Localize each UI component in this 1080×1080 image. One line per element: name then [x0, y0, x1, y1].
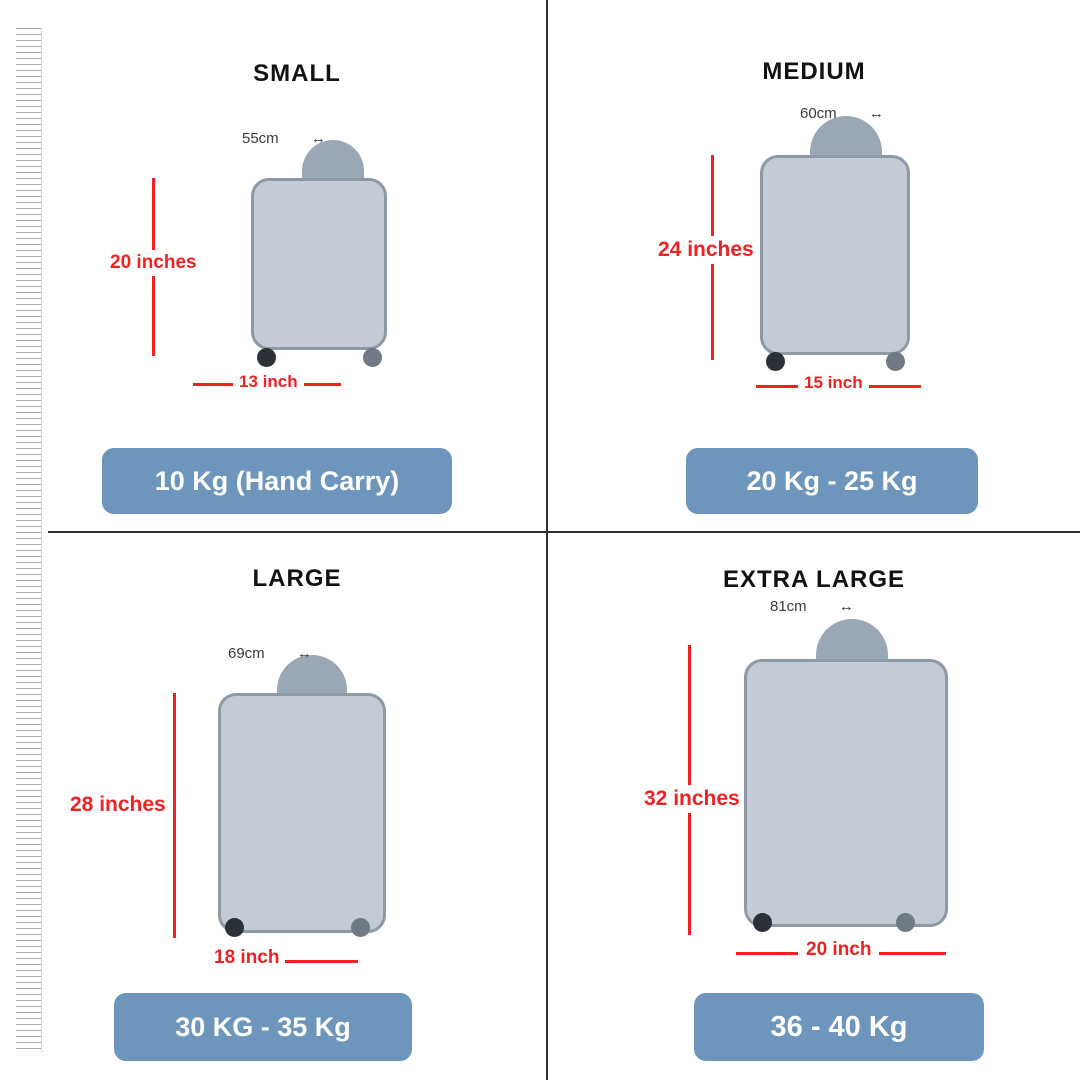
weight-badge: 30 KG - 35 Kg: [114, 993, 412, 1061]
width-cm-arrow-icon: ↔: [276, 645, 312, 662]
width-cm-arrow-icon: ↔: [818, 598, 854, 615]
panel-title: LARGE: [252, 565, 342, 592]
width-cm-label: 55cm: [242, 130, 279, 147]
suitcase-body: [744, 659, 948, 927]
height-dimension-label: 20 inches: [106, 250, 201, 276]
suitcase-body: [218, 693, 386, 933]
suitcase-wheel: [896, 913, 915, 932]
suitcase-wheel: [225, 918, 244, 937]
height-dimension-label: 24 inches: [654, 236, 758, 264]
width-dimension-label: 15 inch: [798, 373, 869, 393]
width-cm-arrow-icon: ↔: [290, 130, 326, 147]
width-cm-label: 69cm: [228, 645, 265, 662]
suitcase-wheel: [257, 348, 276, 367]
height-dimension-label: 28 inches: [66, 791, 170, 819]
suitcase-handle-icon: [816, 619, 888, 663]
height-dimension-label: 32 inches: [640, 785, 744, 813]
suitcase-handle-icon: [810, 116, 882, 160]
suitcase-wheel: [753, 913, 772, 932]
panel-extra-large: [548, 533, 1080, 1080]
weight-badge: 20 Kg - 25 Kg: [686, 448, 978, 514]
suitcase-body: [251, 178, 387, 350]
width-dimension-label: 20 inch: [798, 939, 879, 961]
weight-badge: 36 - 40 Kg: [694, 993, 984, 1061]
panel-title: MEDIUM: [762, 58, 866, 85]
width-dimension-label: 18 inch: [208, 947, 285, 969]
suitcase-wheel: [886, 352, 905, 371]
suitcase-wheel: [351, 918, 370, 937]
suitcase-wheel: [363, 348, 382, 367]
panel-large: [48, 533, 546, 1080]
width-cm-label: 81cm: [770, 598, 807, 615]
width-cm-arrow-icon: ↔: [848, 105, 884, 122]
width-dimension-label: 13 inch: [233, 372, 304, 392]
panel-title: SMALL: [253, 60, 341, 87]
height-dimension-line: [173, 693, 176, 938]
panel-title: EXTRA LARGE: [722, 566, 906, 593]
width-cm-label: 60cm: [800, 105, 837, 122]
suitcase-body: [760, 155, 910, 355]
weight-badge: 10 Kg (Hand Carry): [102, 448, 452, 514]
panel-small: [48, 0, 546, 531]
suitcase-wheel: [766, 352, 785, 371]
panel-medium: [548, 0, 1080, 531]
